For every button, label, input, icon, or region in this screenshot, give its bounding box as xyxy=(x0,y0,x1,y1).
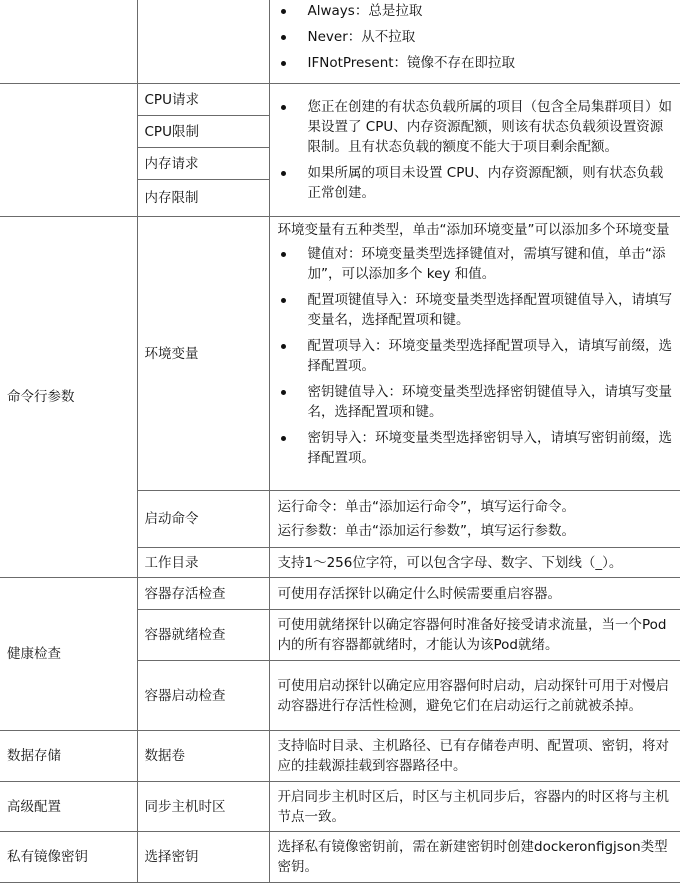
bullet-icon xyxy=(281,298,286,303)
list-item: 密钥键值导入：环境变量类型选择密钥键值导入，请填写变量名，选择配置项和键。 xyxy=(278,382,675,422)
workdir-label: 工作目录 xyxy=(137,548,269,578)
list-item: Always：总是拉取 xyxy=(278,1,675,21)
bullet-icon xyxy=(281,35,286,40)
table-row-storage xyxy=(0,731,680,782)
select-secret-desc: 选择私有镜像密钥前，需在新建密钥时创建dockeronfigjson类型密钥。 xyxy=(269,832,680,883)
label-cell xyxy=(137,0,269,84)
cpu-request-label: CPU请求 xyxy=(137,84,269,116)
command-group-label: 命令行参数 xyxy=(0,217,137,578)
env-desc xyxy=(269,217,680,491)
readiness-label: 容器就绪检查 xyxy=(137,610,269,661)
bullet-icon xyxy=(281,9,286,14)
bullet-icon xyxy=(281,252,286,257)
table-row-private-registry xyxy=(0,832,680,883)
select-secret-label: 选择密钥 xyxy=(137,832,269,883)
bullet-icon xyxy=(281,105,286,110)
storage-group-label: 数据存储 xyxy=(0,731,137,782)
list-item: Never：从不拉取 xyxy=(278,27,675,47)
bullet-icon xyxy=(281,61,286,66)
health-group-label: 健康检查 xyxy=(0,578,137,731)
table-row-advanced xyxy=(0,782,680,832)
volume-label: 数据卷 xyxy=(137,731,269,782)
table-row-env xyxy=(0,217,680,491)
bullet-icon xyxy=(281,390,286,395)
cpu-limit-label: CPU限制 xyxy=(137,116,269,148)
list-item: 配置项导入：环境变量类型选择配置项导入，请填写前缀，选择配置项。 xyxy=(278,336,675,376)
list-item: 密钥导入：环境变量类型选择密钥导入，请填写密钥前缀，选择配置项。 xyxy=(278,428,675,468)
liveness-desc: 可使用存活探针以确定什么时候需要重启容器。 xyxy=(269,578,680,610)
image-policy-desc xyxy=(269,0,680,84)
list-item: IFNotPresent：镜像不存在即拉取 xyxy=(278,53,675,73)
resources-desc xyxy=(269,84,680,217)
registry-group-label: 私有镜像密钥 xyxy=(0,832,137,883)
group-cell xyxy=(0,84,137,217)
bullet-icon xyxy=(281,171,286,176)
run-args-text: 运行参数：单击“添加运行参数”，填写运行参数。 xyxy=(277,523,575,539)
table-row-cpu-request xyxy=(0,84,680,116)
mem-limit-label: 内存限制 xyxy=(137,180,269,217)
list-item: 如果所属的项目未设置 CPU、内存资源配额，则有状态负载正常创建。 xyxy=(278,163,675,203)
table-row-liveness xyxy=(0,578,680,610)
readiness-desc: 可使用就绪探针以确定容器何时准备好接受请求流量，当一个Pod内的所有容器都就绪时，才能认为该Pod就绪。 xyxy=(269,610,680,661)
bullet-icon xyxy=(281,436,286,441)
startup-probe-desc: 可使用启动探针以确定应用容器何时启动，启动探针可用于对慢启动容器进行存活性检测，避免它们在启动运行之前就被杀掉。 xyxy=(269,661,680,731)
list-item: 您正在创建的有状态负载所属的项目（包含全局集群项目）如果设置了 CPU、内存资源配额，则该有状态负载须设置资源限制。且有状态负载的额度不能大于项目剩余配额。 xyxy=(278,97,675,157)
liveness-label: 容器存活检查 xyxy=(137,578,269,610)
mem-request-label: 内存请求 xyxy=(137,148,269,180)
env-intro: 环境变量有五种类型，单击“添加环境变量”可以添加多个环境变量 xyxy=(277,222,670,238)
startup-cmd-label: 启动命令 xyxy=(137,491,269,548)
timezone-label: 同步主机时区 xyxy=(137,782,269,832)
group-cell xyxy=(0,0,137,84)
startup-cmd-desc xyxy=(269,491,680,548)
advanced-group-label: 高级配置 xyxy=(0,782,137,832)
run-command-text: 运行命令：单击“添加运行命令”，填写运行命令。 xyxy=(277,499,575,515)
list-item: 键值对：环境变量类型选择键值对，需填写键和值，单击“添加”，可以添加多个 key 和值。 xyxy=(278,244,675,284)
list-item: 配置项键值导入：环境变量类型选择配置项键值导入，请填写变量名，选择配置项和键。 xyxy=(278,290,675,330)
bullet-icon xyxy=(281,344,286,349)
timezone-desc: 开启同步主机时区后，时区与主机同步后，容器内的时区将与主机节点一致。 xyxy=(269,782,680,832)
table-row-image-policy xyxy=(0,0,680,84)
volume-desc: 支持临时目录、主机路径、已有存储卷声明、配置项、密钥，将对应的挂载源挂载到容器路径中。 xyxy=(269,731,680,782)
workdir-desc: 支持1～256位字符，可以包含字母、数字、下划线（_）。 xyxy=(269,548,680,578)
env-label: 环境变量 xyxy=(137,217,269,491)
startup-probe-label: 容器启动检查 xyxy=(137,661,269,731)
